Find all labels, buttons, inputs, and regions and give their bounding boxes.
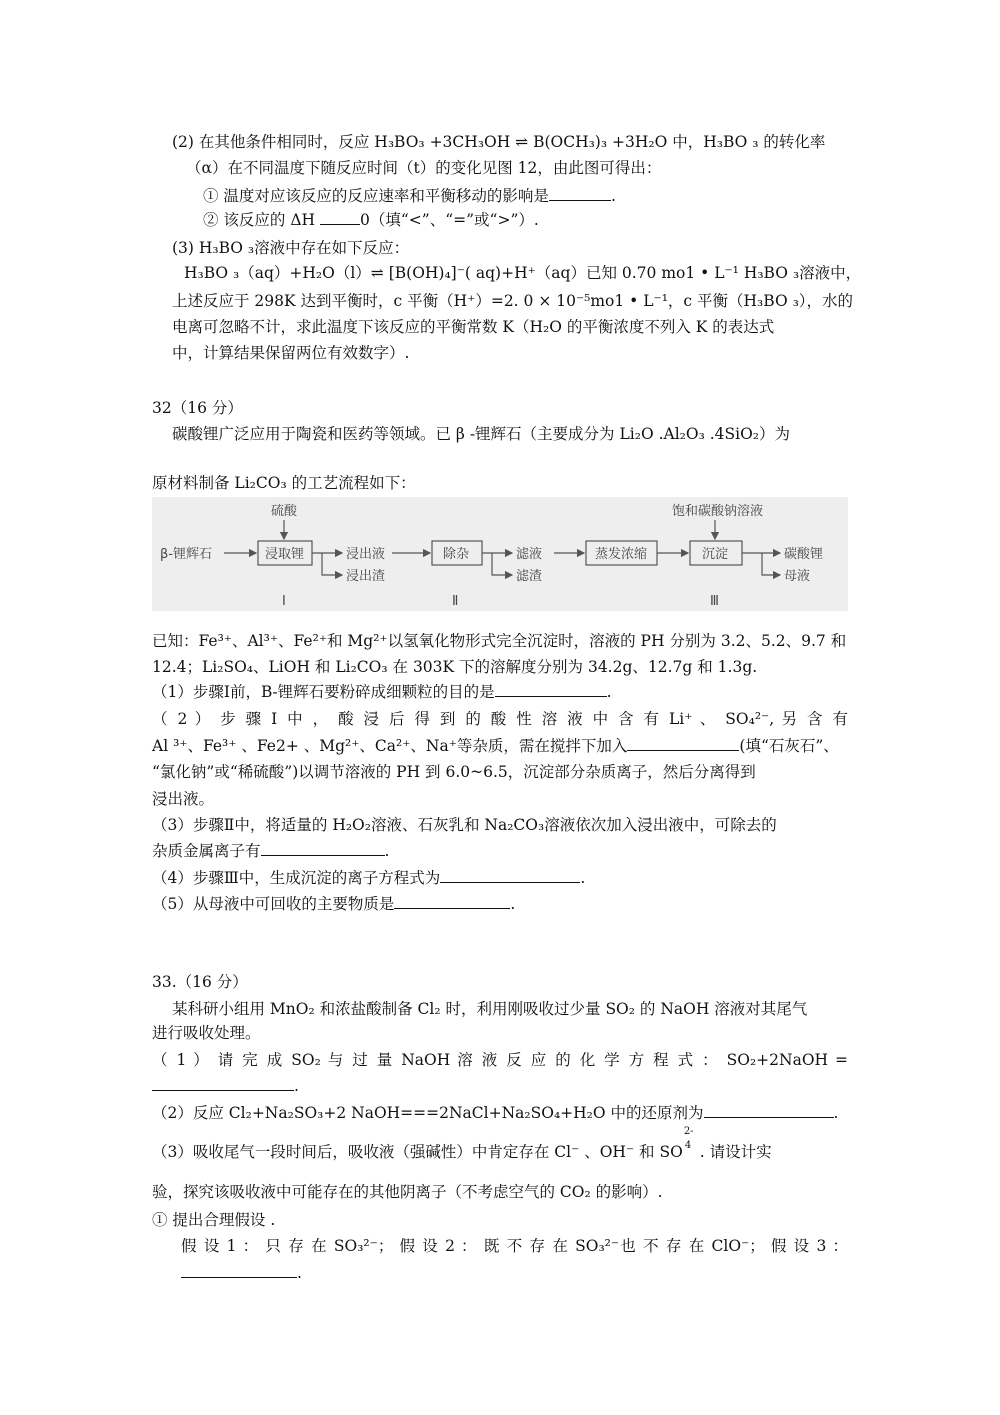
sulfate-charge: 2- 4 bbox=[683, 1126, 694, 1151]
flow-step-label: Ⅲ bbox=[710, 594, 719, 609]
answer-blank[interactable] bbox=[261, 840, 385, 856]
q33-step1-line2: . bbox=[152, 1075, 299, 1097]
q31-part2-line2: （α）在不同温度下随反应时间（t）的变化见图 12，由此图可得出： bbox=[186, 159, 662, 177]
q33-step3-line2: 验，探究该吸收液中可能存在的其他阴离子（不考虑空气的 CO₂ 的影响）. bbox=[152, 1183, 663, 1201]
flow-box-label: 浸取锂 bbox=[265, 547, 305, 562]
q31-part2-item1: ① 温度对应该反应的反应速率和平衡移动的影响是 . bbox=[203, 187, 616, 205]
flow-step-label: Ⅰ bbox=[282, 594, 286, 609]
flow-output-label: 滤渣 bbox=[516, 569, 543, 584]
q33-intro-line2: 进行吸收处理。 bbox=[152, 1024, 261, 1042]
q31-part2-line1: (2) 在其他条件相同时，反应 H₃BO₃ +3CH₃OH ⇌ B(OCH₃)₃ +3H₂O 中，H₃BO ₃ 的转化率 bbox=[172, 133, 826, 151]
q31-part3-line2: H₃BO ₃（aq）+H₂O（l）⇌ [B(OH)₄]⁻( aq)+H⁺（aq）已知 0.70 mo1 • L⁻¹ H₃BO ₃溶液中， bbox=[184, 264, 862, 282]
q32-heading: 32（16 分） bbox=[152, 399, 243, 417]
flow-start-label: β-锂辉石 bbox=[160, 547, 212, 562]
q33-heading: 33.（16 分） bbox=[152, 973, 248, 991]
q31-part3-line4: 电离可忽略不计，求此温度下该反应的平衡常数 K（H₂O 的平衡浓度不列入 K 的表达式 bbox=[172, 318, 775, 336]
q32-step5: （5）从母液中可回收的主要物质是 . bbox=[152, 895, 516, 913]
flow-box-label: 除杂 bbox=[443, 547, 470, 562]
flow-output-label: 滤液 bbox=[516, 547, 543, 562]
q31-part3-line1: (3) H₃BO ₃溶液中存在如下反应： bbox=[172, 239, 410, 257]
q31-part3-line5: 中，计算结果保留两位有效数字）. bbox=[172, 344, 410, 362]
flow-output-label: 浸出渣 bbox=[346, 569, 386, 584]
flow-box-label: 蒸发浓缩 bbox=[595, 547, 648, 562]
q32-step4: （4）步骤Ⅲ中，生成沉淀的离子方程式为 . bbox=[152, 869, 586, 887]
flow-reagent-label: 饱和碳酸钠溶液 bbox=[672, 504, 764, 519]
q33-step2: （2）反应 Cl₂+Na₂SO₃+2 NaOH===2NaCl+Na₂SO₄+H₂O 中的还原剂为 . bbox=[152, 1104, 839, 1122]
flow-output-label: 母液 bbox=[784, 569, 811, 584]
q32-intro-line2: 原材料制备 Li₂CO₃ 的工艺流程如下： bbox=[152, 474, 416, 492]
q32-step2-line2: Al ³⁺、Fe³⁺ 、Fe2+ 、Mg²⁺、Ca²⁺、Na⁺等杂质，需在搅拌下加入 (填“石灰石”、 bbox=[152, 737, 839, 755]
q33-hypothesis-blank-line: . bbox=[181, 1262, 302, 1284]
answer-blank[interactable] bbox=[704, 1102, 834, 1118]
process-flow-diagram bbox=[152, 497, 848, 611]
q33-step3-line1: （3）吸收尾气一段时间后，吸收液（强碱性）中肯定存在 Cl⁻ 、OH⁻ 和 SO 2- 4 . 请设计实 bbox=[152, 1126, 772, 1161]
q32-step2-line4: 浸出液。 bbox=[152, 790, 215, 808]
answer-blank[interactable] bbox=[495, 681, 607, 697]
q33-hypothesis-heading: ① 提出合理假设 . bbox=[152, 1211, 276, 1229]
q32-step2-line1: （ 2 ） 步 骤 Ⅰ 中 ， 酸 浸 后 得 到 的 酸 性 溶 液 中 含 有 Li⁺ 、 SO₄²⁻, 另 含 有 bbox=[152, 710, 848, 728]
q32-step3-line1: （3）步骤Ⅱ中，将适量的 H₂O₂溶液、石灰乳和 Na₂CO₃溶液依次加入浸出液中，可除去的 bbox=[152, 816, 777, 834]
flow-output-label: 碳酸锂 bbox=[784, 547, 824, 562]
answer-blank[interactable] bbox=[320, 209, 360, 225]
q33-step1-line1: （ 1 ） 请 完 成 SO₂ 与 过 量 NaOH 溶 液 反 应 的 化 学 方 程 式 ： SO₂+2NaOH = bbox=[152, 1051, 848, 1069]
answer-blank[interactable] bbox=[627, 735, 739, 751]
answer-blank[interactable] bbox=[152, 1075, 294, 1091]
flow-output-label: 浸出液 bbox=[346, 547, 386, 562]
q32-intro-line1: 碳酸锂广泛应用于陶瓷和医药等领域。已 β -锂辉石（主要成分为 Li₂O .Al₂O₃ .4SiO₂）为 bbox=[172, 425, 791, 443]
flow-reagent-label: 硫酸 bbox=[271, 504, 298, 519]
q32-step3-line2: 杂质金属离子有 . bbox=[152, 842, 390, 860]
flow-box-label: 沉淀 bbox=[702, 547, 729, 562]
flow-step-label: Ⅱ bbox=[452, 594, 459, 609]
answer-blank[interactable] bbox=[394, 893, 510, 909]
q32-step2-line3: “氯化钠”或“稀硫酸”)以调节溶液的 PH 到 6.0~6.5，沉淀部分杂质离子，然后分离得到 bbox=[152, 763, 756, 781]
q33-hypothesis-line: 假 设 1 ： 只 存 在 SO₃²⁻； 假 设 2 ： 既 不 存 在 SO₃²⁻也 不 存 在 ClO⁻； 假 设 3 ： bbox=[181, 1237, 848, 1255]
answer-blank[interactable] bbox=[181, 1262, 297, 1278]
q33-intro-line1: 某科研小组用 MnO₂ 和浓盐酸制备 Cl₂ 时，利用刚吸收过少量 SO₂ 的 NaOH 溶液对其尾气 bbox=[172, 1000, 808, 1018]
answer-blank[interactable] bbox=[549, 185, 611, 201]
answer-blank[interactable] bbox=[440, 867, 580, 883]
q32-step1: （1）步骤Ⅰ前，Β-锂辉石要粉碎成细颗粒的目的是 . bbox=[152, 683, 612, 701]
q31-part2-item2: ② 该反应的 ΔH 0（填“<”、“=”或“>”）. bbox=[203, 211, 539, 229]
q32-known-line2: 12.4；Li₂SO₄、LiOH 和 Li₂CO₃ 在 303K 下的溶解度分别为 34.2g、12.7g 和 1.3g. bbox=[152, 658, 758, 676]
q32-known-line1: 已知：Fe³⁺、Al³⁺、Fe²⁺和 Mg²⁺以氢氧化物形式完全沉淀时，溶液的 PH 分别为 3.2、5.2、9.7 和 bbox=[152, 632, 847, 650]
q31-part3-line3: 上述反应于 298K 达到平衡时，c 平衡（H⁺）=2. 0 × 10⁻⁵mo1 • L⁻¹，c 平衡（H₃BO ₃），水的 bbox=[172, 292, 854, 310]
